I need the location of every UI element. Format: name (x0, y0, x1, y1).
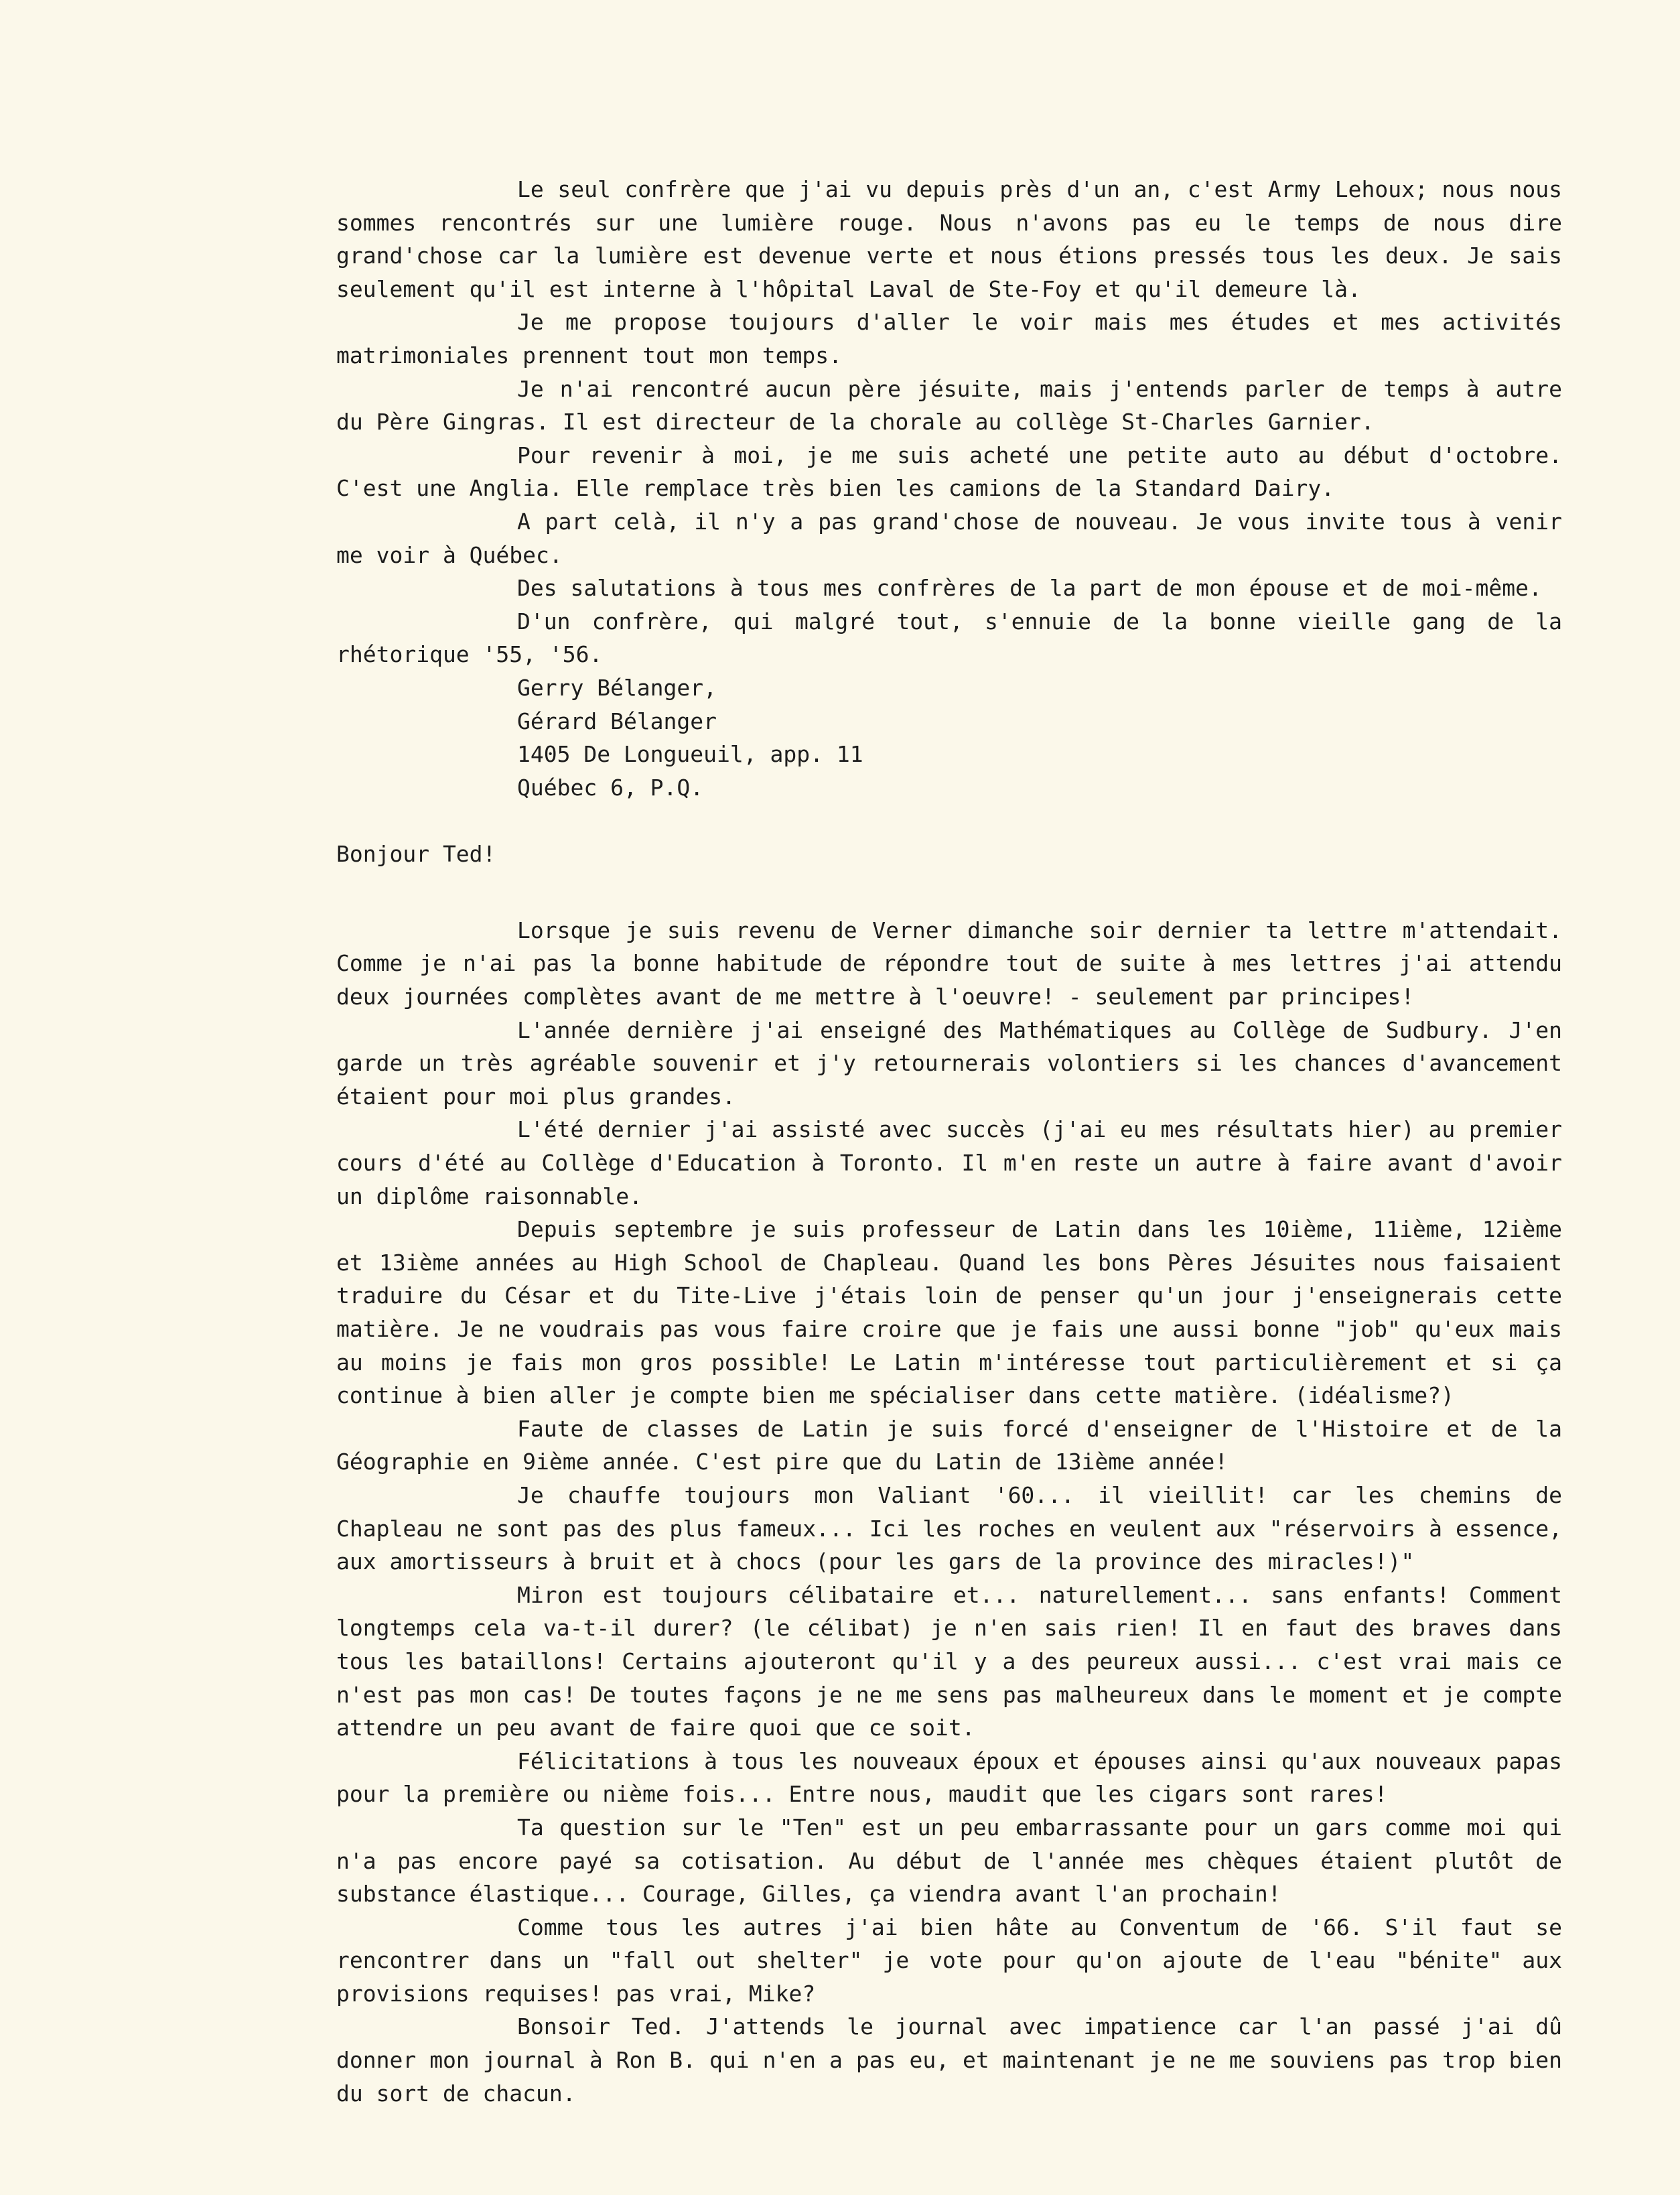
letter2-paragraph-7: Miron est toujours célibataire et... naturellement... sans enfants! Comment longtemps cela va-t-il durer? (le célibat) je n'en sais rien! Il en faut des braves dans tous les bataillons! Certains ajouteront qu'il y a des peureux aussi... c'est vrai mais ce n'est pas mon cas! De toutes façons je ne me sens pas malheureux dans le moment et je compte attendre un peu avant de faire quoi que ce soit. (336, 1581, 1562, 1741)
letter1-paragraph-3: Je n'ai rencontré aucun père jésuite, mais j'entends parler de temps à autre du Père Gingras. Il est directeur de la chorale au collège St-Charles Garnier. (336, 375, 1562, 436)
letter2-paragraph-4: Depuis septembre je suis professeur de Latin dans les 10ième, 11ième, 12ième et 13ième années au High School de Chapleau. Quand les bons Pères Jésuites nous faisaient traduire du César et du Tite-Live j'étais loin de penser qu'un jour j'enseignerais cette matière. Je ne voudrais pas vous faire croire que je fais une aussi bonne "job" qu'eux mais au moins je fais mon gros possible! Le Latin m'intéresse tout particulièrement et si ça continue à bien aller je compte bien me spécialiser dans cette matière. (idéalisme?) (336, 1216, 1562, 1409)
letter2-paragraph-11: Bonsoir Ted. J'attends le journal avec impatience car l'an passé j'ai dû donner mon journal à Ron B. qui n'en a pas eu, et maintenant je ne me souviens pas trop bien du sort de chacun. (336, 2013, 1562, 2107)
signature-line-1: Gerry Bélanger, (517, 674, 717, 701)
letter2-paragraph-6: Je chauffe toujours mon Valiant '60... il vieillit! car les chemins de Chapleau ne sont pas des plus fameux... Ici les roches en veulent aux "réservoirs à essence, aux amortisseurs à bruit et à chocs (pour les gars de la province des miracles!)" (336, 1481, 1562, 1575)
letter1-paragraph-5: A part celà, il n'y a pas grand'chose de nouveau. Je vous invite tous à venir me voir à Québec. (336, 508, 1562, 568)
letter2-paragraph-10: Comme tous les autres j'ai bien hâte au Conventum de '66. S'il faut se rencontrer dans un "fall out shelter" je vote pour qu'on ajoute de l'eau "bénite" aux provisions requises! pas vrai, Mike? (336, 1914, 1562, 2007)
letter2-paragraph-9: Ta question sur le "Ten" est un peu embarrassante pour un gars comme moi qui n'a pas encore payé sa cotisation. Au début de l'année mes chèques étaient plutôt de substance élastique... Courage, Gilles, ça viendra avant l'an prochain! (336, 1814, 1562, 1908)
document-body (336, 173, 1562, 2110)
letter2-paragraph-3: L'été dernier j'ai assisté avec succès (j'ai eu mes résultats hier) au premier cours d'été au Collège d'Education à Toronto. Il m'en reste un autre à faire avant d'avoir un diplôme raisonnable. (336, 1116, 1562, 1209)
letter1-paragraph-1: Le seul confrère que j'ai vu depuis près d'un an, c'est Army Lehoux; nous nous sommes rencontrés sur une lumière rouge. Nous n'avons pas eu le temps de nous dire grand'chose car la lumière est devenue verte et nous étions pressés tous les deux. Je sais seulement qu'il est interne à l'hôpital Laval de Ste-Foy et qu'il demeure là. (336, 176, 1562, 302)
letter2-paragraph-1: Lorsque je suis revenu de Verner dimanche soir dernier ta lettre m'attendait. Comme je n'ai pas la bonne habitude de répondre tout de suite à mes lettres j'ai attendu deux journées complètes avant de me mettre à l'oeuvre! - seulement par principes! (336, 917, 1562, 1010)
letter1-paragraph-2: Je me propose toujours d'aller le voir mais mes études et mes activités matrimoniales prennent tout mon temps. (336, 309, 1562, 369)
letter2-greeting: Bonjour Ted! (336, 841, 496, 868)
letter1-signature (336, 671, 1562, 804)
signature-line-2: Gérard Bélanger (517, 708, 717, 734)
letter2-paragraph-2: L'année dernière j'ai enseigné des Mathématiques au Collège de Sudbury. J'en garde un très agréable souvenir et j'y retournerais volontiers si les chances d'avancement étaient pour moi plus grandes. (336, 1016, 1562, 1110)
signature-line-3: 1405 De Longueuil, app. 11 (517, 741, 863, 768)
letter1-paragraph-4: Pour revenir à moi, je me suis acheté une petite auto au début d'octobre. C'est une Anglia. Elle remplace très bien les camions de la Standard Dairy. (336, 442, 1562, 502)
letter2-paragraph-5: Faute de classes de Latin je suis forcé d'enseigner de l'Histoire et de la Géographie en 9ième année. C'est pire que du Latin de 13ième année! (336, 1415, 1562, 1475)
letter1-paragraph-6: Des salutations à tous mes confrères de la part de mon épouse et de moi-même. (517, 575, 1542, 602)
letter2-paragraph-8: Félicitations à tous les nouveaux époux et épouses ainsi qu'aux nouveaux papas pour la première ou nième fois... Entre nous, maudit que les cigars sont rares! (336, 1747, 1562, 1808)
letter1-paragraph-7: D'un confrère, qui malgré tout, s'ennuie de la bonne vieille gang de la rhétorique '55, '56. (336, 608, 1562, 668)
signature-line-4: Québec 6, P.Q. (517, 774, 704, 801)
